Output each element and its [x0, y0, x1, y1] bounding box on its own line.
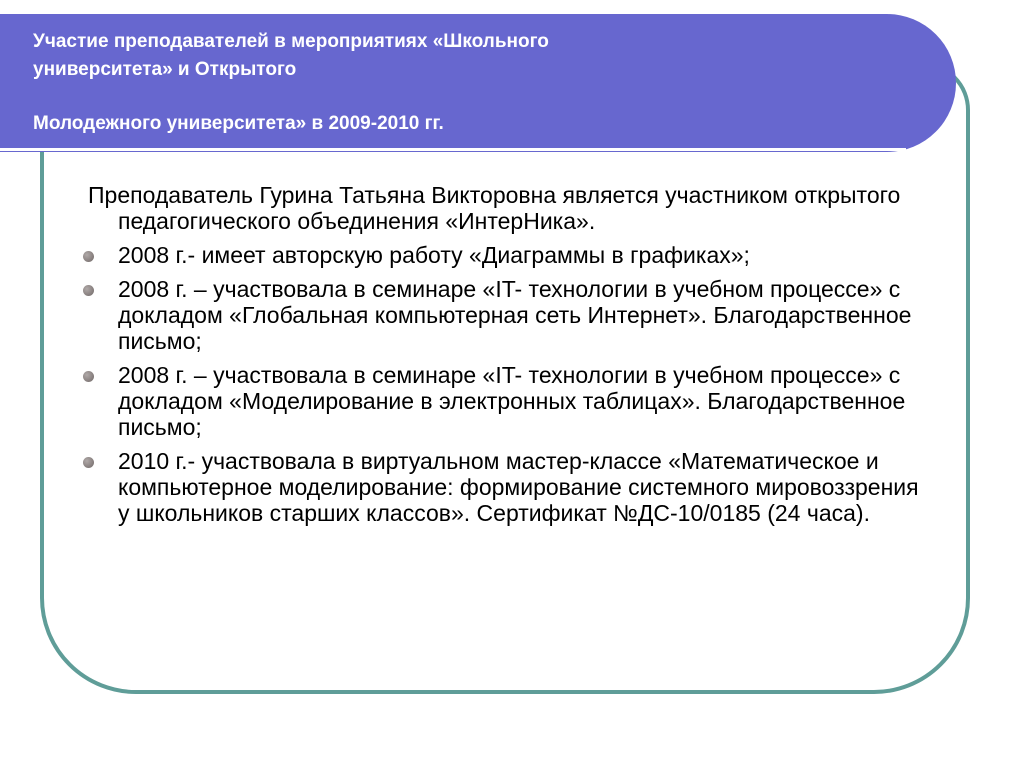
- bullet-list: [80, 242, 920, 526]
- list-item: [80, 242, 920, 268]
- list-item-text: 2010 г.- участвовала в виртуальном мастер-классе «Математическое и компьютерное моделирование: формирование системного мировоззрения у школьников старших классов». Сертификат №ДС-10/0185 (24 часа).: [118, 448, 919, 526]
- list-item-text: 2008 г. – участвовала в семинаре «IT- технологии в учебном процессе» с докладом «Моделирование в электронных таблицах». Благодарственное письмо;: [118, 362, 906, 440]
- slide-body: [80, 182, 920, 534]
- title-line-1: Участие преподавателей в мероприятиях «Школьного: [33, 31, 549, 52]
- title-banner: [0, 14, 956, 152]
- title-spacer: [33, 84, 913, 110]
- bullet-icon: [83, 285, 94, 296]
- bullet-icon: [83, 251, 94, 262]
- bullet-icon: [83, 457, 94, 468]
- list-item: [80, 362, 920, 440]
- list-item: [80, 448, 920, 526]
- title-line-3: Молодежного университета» в 2009-2010 гг.: [33, 113, 444, 134]
- title-underline: [0, 148, 906, 151]
- bullet-icon: [83, 371, 94, 382]
- slide-title: [33, 28, 913, 138]
- intro-paragraph: Преподаватель Гурина Татьяна Викторовна является участником открытого педагогического объединения «ИнтерНика».: [88, 182, 901, 234]
- title-line-2: университета» и Открытого: [33, 59, 297, 80]
- list-item-text: 2008 г. – участвовала в семинаре «IT- технологии в учебном процессе» с докладом «Глобальная компьютерная сеть Интернет». Благодарственное письмо;: [118, 276, 912, 354]
- list-item-text: 2008 г.- имеет авторскую работу «Диаграммы в графиках»;: [118, 242, 750, 268]
- list-item: [80, 276, 920, 354]
